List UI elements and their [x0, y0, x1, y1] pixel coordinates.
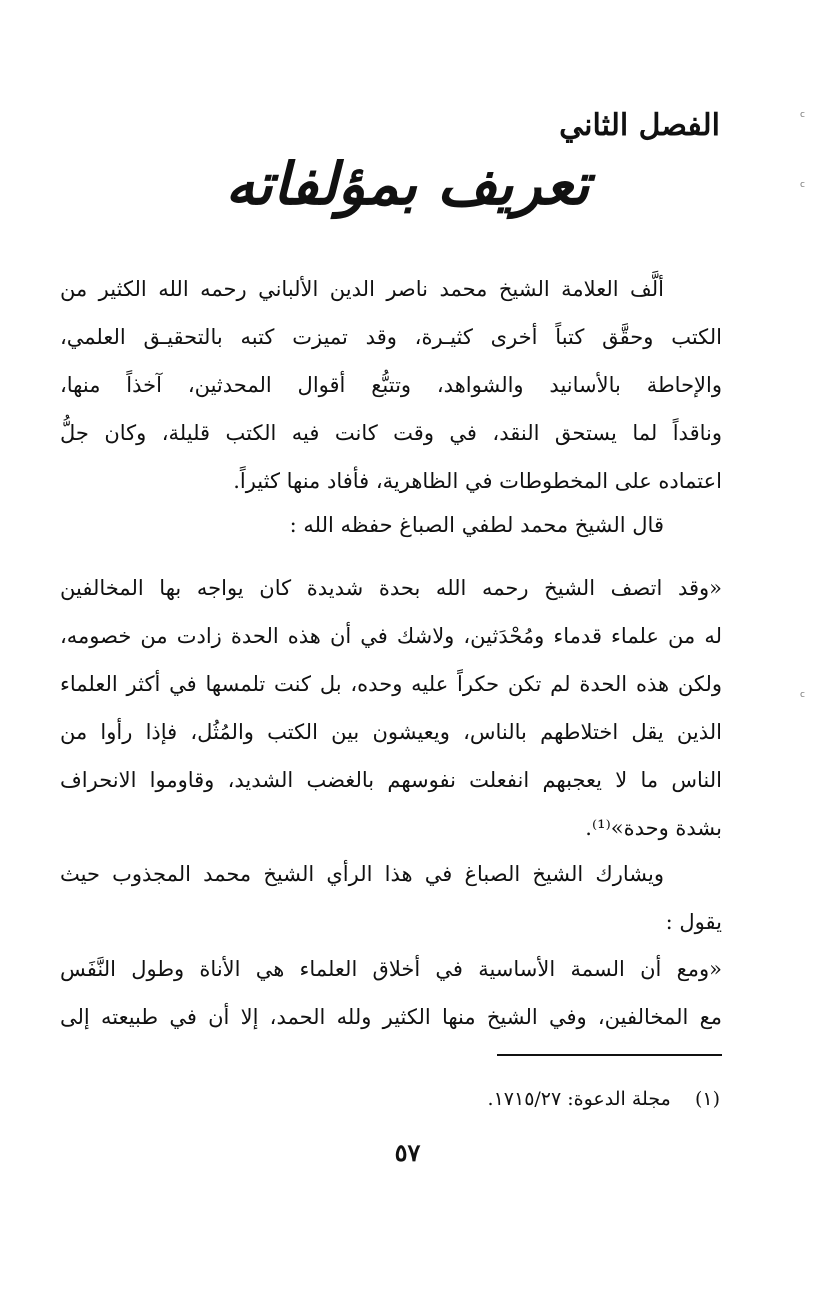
text-line: قال الشيخ محمد لطفي الصباغ حفظه الله : [289, 513, 664, 537]
text-line: وناقداً لما يستحق النقد، في وقت كانت فيه الكتب قليلة، وكان جلُّ [60, 421, 722, 445]
paragraph-2 [60, 501, 722, 549]
margin-mark: c [800, 690, 805, 700]
text-line: الذين يقل اختلاطهم بالناس، ويعيشون بين الكتب والمُثُل، فإذا رأوا من [60, 720, 722, 744]
text-line: «وقد اتصف الشيخ رحمه الله بحدة شديدة كان يواجه بها المخالفين [60, 576, 722, 600]
margin-mark: c [800, 180, 805, 190]
footnote-separator [497, 1054, 722, 1056]
quote-2 [60, 945, 722, 1041]
text-line: ويشارك الشيخ الصباغ في هذا الرأي الشيخ محمد المجذوب حيث [60, 862, 664, 886]
margin-mark: c [800, 110, 805, 120]
footnote-text: مجلة الدعوة: ١٧١٥/٢٧. [487, 1088, 671, 1110]
text-line: والإحاطة بالأسانيد والشواهد، وتتبُّع أقوال المحدثين، آخذاً منها، [60, 373, 722, 397]
page-number: ٥٧ [394, 1138, 421, 1167]
text-line: ألَّف العلامة الشيخ محمد ناصر الدين الألباني رحمه الله الكثير من [60, 277, 664, 301]
footnote [488, 1088, 720, 1110]
text-line: بشدة وحدة»⁽¹⁾. [585, 816, 722, 840]
quote-1 [60, 564, 722, 852]
footnote-marker: (١) [694, 1088, 720, 1110]
chapter-label: الفصل الثاني [559, 108, 720, 143]
chapter-title: تعريف بمؤلفاته [225, 150, 590, 218]
text-line: له من علماء قدماء ومُحْدَثين، ولاشك في أن هذه الحدة زادت من خصومه، [60, 624, 722, 648]
paragraph-1 [60, 265, 722, 505]
text-line: الناس ما لا يعجبهم انفعلت نفوسهم بالغضب الشديد، وقاوموا الانحراف [60, 768, 722, 792]
text-line: ولكن هذه الحدة لم تكن حكراً عليه وحده، بل كنت تلمسها في أكثر العلماء [60, 672, 722, 696]
text-line: اعتماده على المخطوطات في الظاهرية، فأفاد منها كثيراً. [233, 469, 722, 493]
text-line: مع المخالفين، وفي الشيخ منها الكثير ولله الحمد، إلا أن في طبيعته إلى [60, 1005, 722, 1029]
paragraph-3 [60, 850, 722, 946]
text-line: «ومع أن السمة الأساسية في أخلاق العلماء هي الأناة وطول النَّفَس [60, 957, 722, 981]
text-line: الكتب وحقَّق كتباً أخرى كثيـرة، وقد تميزت كتبه بالتحقيـق العلمي، [60, 325, 722, 349]
text-line: يقول : [665, 910, 722, 934]
